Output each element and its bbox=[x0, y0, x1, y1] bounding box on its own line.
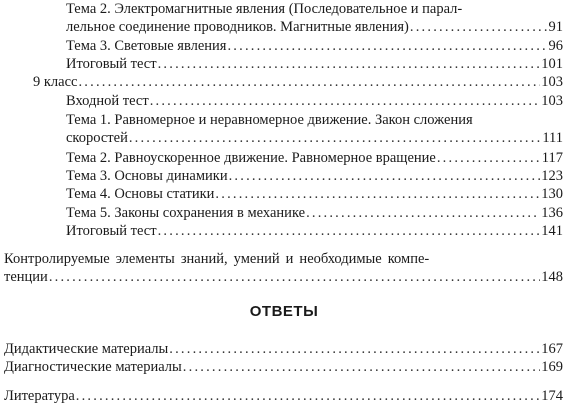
toc-entry-title: скоростей bbox=[66, 130, 128, 146]
toc-page-number: 117 bbox=[541, 150, 563, 166]
toc-page-number: 169 bbox=[541, 359, 563, 375]
toc-top-entry[interactable] bbox=[4, 358, 563, 376]
toc-page-number: 103 bbox=[541, 74, 563, 90]
toc-section-entry[interactable] bbox=[33, 73, 563, 91]
dot-leader bbox=[437, 149, 541, 167]
dot-leader bbox=[78, 73, 540, 91]
dot-leader bbox=[229, 167, 541, 185]
toc-top-entry[interactable] bbox=[4, 250, 563, 286]
toc-entry-title: Дидактические материалы bbox=[4, 341, 169, 357]
toc-entry-line: Контролируемые элементы знаний, умений и необходимые компе- bbox=[4, 251, 430, 267]
dot-leader bbox=[158, 55, 541, 73]
toc-page-number: 123 bbox=[541, 168, 563, 184]
toc-entry-title: Тема 4. Основы статики bbox=[66, 186, 215, 202]
toc-entry-line: Тема 1. Равномерное и неравномерное движение. Закон сложения bbox=[66, 112, 473, 128]
toc-page-number: 141 bbox=[541, 223, 563, 239]
dot-leader bbox=[410, 18, 548, 36]
toc-top-entry[interactable] bbox=[4, 387, 563, 405]
toc-entry[interactable] bbox=[66, 55, 563, 73]
toc-page-number: 103 bbox=[541, 93, 563, 109]
toc-entry-line: Тема 2. Электромагнитные явления (Последовательное и парал- bbox=[66, 1, 463, 17]
toc-entry-title: Тема 2. Равноускоренное движение. Равномерное вращение bbox=[66, 150, 436, 166]
dot-leader bbox=[150, 92, 541, 110]
toc-page-number: 96 bbox=[548, 38, 563, 54]
toc-entry-title: Диагностические материалы bbox=[4, 359, 182, 375]
toc-entry[interactable] bbox=[66, 92, 563, 110]
dot-leader bbox=[227, 37, 547, 55]
toc-entry-title: тенции bbox=[4, 269, 48, 285]
toc-entry[interactable] bbox=[66, 167, 563, 185]
dot-leader bbox=[183, 358, 540, 376]
dot-leader bbox=[306, 204, 540, 222]
toc-page-number: 148 bbox=[541, 269, 563, 285]
dot-leader bbox=[76, 387, 540, 405]
toc-page-number: 111 bbox=[542, 130, 563, 146]
dot-leader bbox=[158, 222, 541, 240]
toc-entry[interactable] bbox=[66, 204, 563, 222]
toc-section-title: 9 класс bbox=[33, 74, 78, 90]
toc-entry-title: Тема 5. Законы сохранения в механике bbox=[66, 205, 306, 221]
dot-leader bbox=[215, 185, 540, 203]
toc-page-number: 136 bbox=[541, 205, 563, 221]
toc-entry-title: Итоговый тест bbox=[66, 56, 157, 72]
toc-entry[interactable] bbox=[66, 185, 563, 203]
toc-entry[interactable] bbox=[66, 37, 563, 55]
toc-entry[interactable] bbox=[66, 222, 563, 240]
toc-entry-title: лельное соединение проводников. Магнитные явления) bbox=[66, 19, 409, 35]
dot-leader bbox=[129, 129, 541, 147]
toc-entry-title: Литература bbox=[4, 388, 75, 404]
toc-page-number: 167 bbox=[541, 341, 563, 357]
toc-page-number: 130 bbox=[541, 186, 563, 202]
toc-entry[interactable] bbox=[66, 111, 563, 147]
toc-entry-title: Итоговый тест bbox=[66, 223, 157, 239]
toc-entry-title: Тема 3. Основы динамики bbox=[66, 168, 228, 184]
toc-page-number: 174 bbox=[541, 388, 563, 404]
toc-top-entry[interactable] bbox=[4, 340, 563, 358]
dot-leader bbox=[49, 268, 540, 286]
toc-page-number: 101 bbox=[541, 56, 563, 72]
dot-leader bbox=[169, 340, 540, 358]
toc-page-number: 91 bbox=[548, 19, 563, 35]
toc-entry-title: Входной тест bbox=[66, 93, 149, 109]
toc-entry[interactable] bbox=[66, 0, 563, 36]
answers-heading: ОТВЕТЫ bbox=[249, 303, 319, 320]
toc-entry-title: Тема 3. Световые явления bbox=[66, 38, 227, 54]
toc-entry[interactable] bbox=[66, 149, 563, 167]
